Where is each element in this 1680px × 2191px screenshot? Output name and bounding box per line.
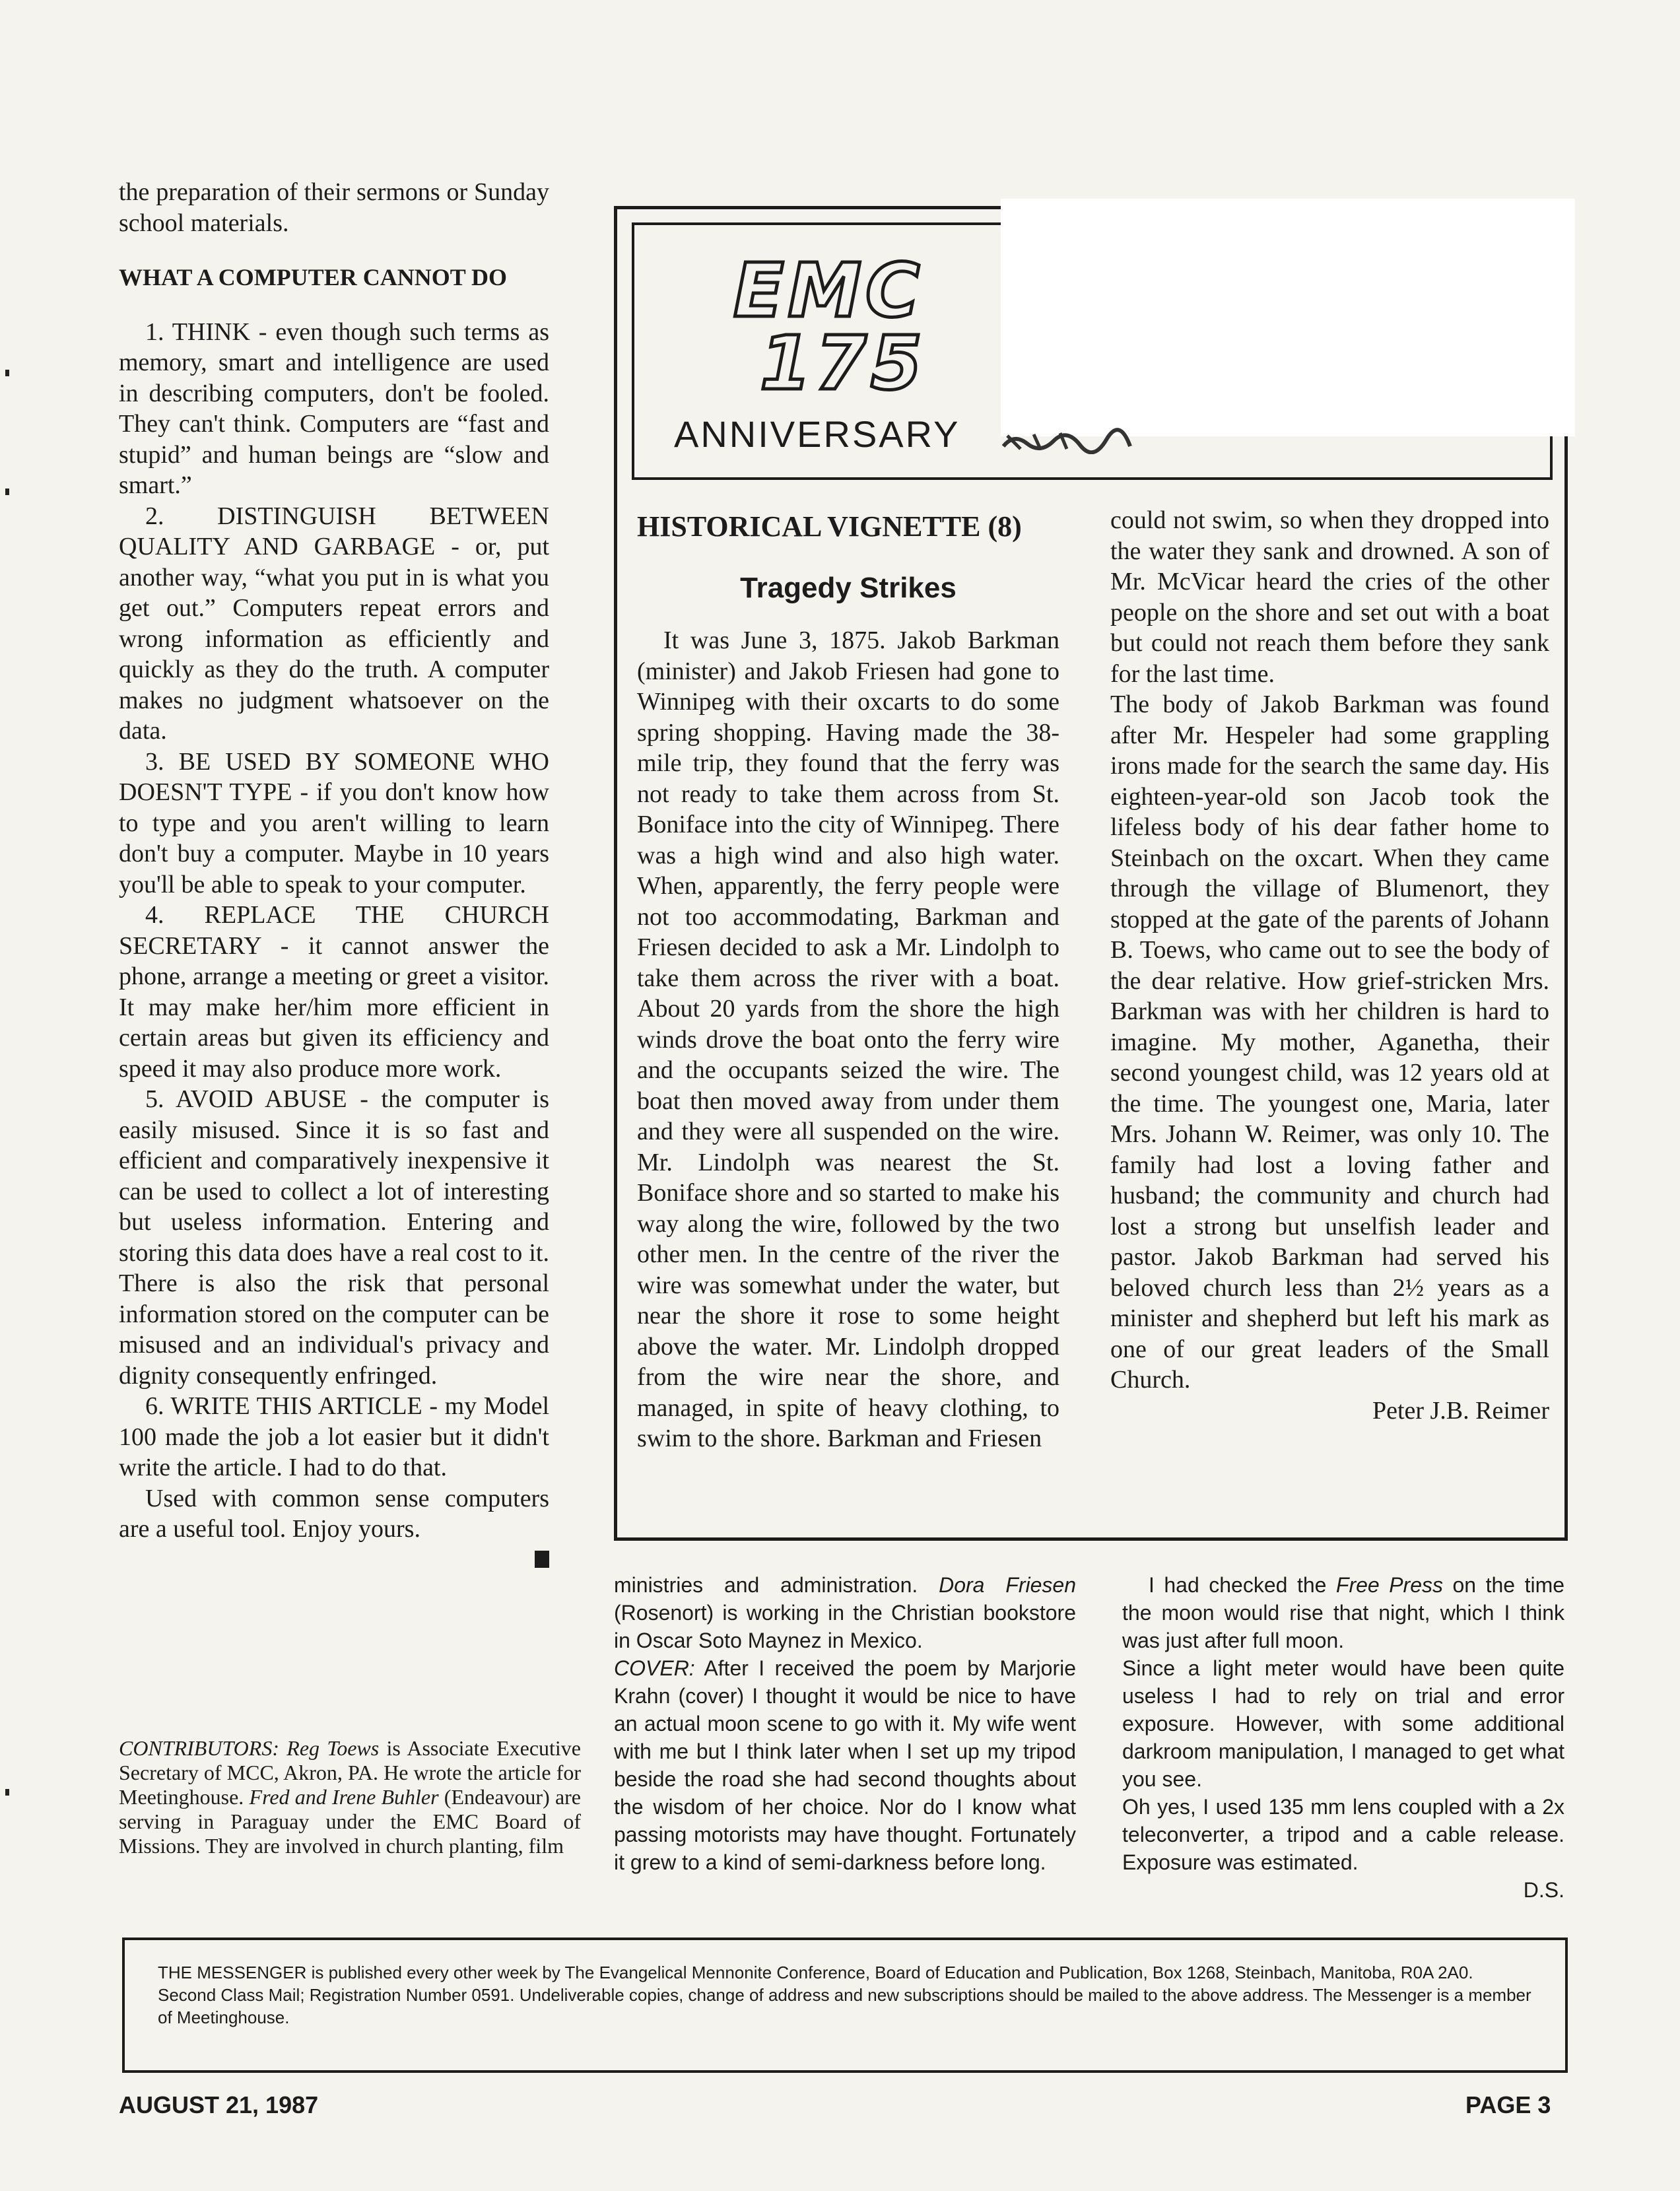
footer-page-number: PAGE 3 [1465,2091,1551,2118]
contributors-cont-text: ministries and administration. [614,1573,939,1597]
banner-175-title: 175 [760,321,926,407]
vignette-col2-para-2: The body of Jakob Barkman was found after Mr. Hespeler had some grappling irons made for the search the same day. His eighteen-year-old son Jacob took the lifeless body of his dear father home to Steinbach on the oxcart. When they came through the village of Blumenort, they stopped at the gate of the parents of Johann B. Toews, who came out to see the body of the dear relative. How grief-stricken Mrs. Barkman was with her children is hard to imagine. My mother, Aganetha, their second youngest child, was 12 years old at the time. The youngest one, Maria, later Mrs. Johann W. Reimer, was only 10. The family had lost a loving father and husband; the community and church had lost a strong but unselfish leader and pastor. Jakob Barkman had served his beloved church less than 2½ years as a minister and shepherd but left his mark as one of our great leaders of the Small Church. [1110,691,1549,1394]
publication-notice-text: THE MESSENGER is published every other week by The Evangelical Mennonite Conference, Board of Education and Publication, Box 1268, Steinbach, Manitoba, R0A 2A0. Second Class Mail; Registration Number 0591. Undeliverable copies, change of address and new subscriptions should be mailed to the above address. The Messenger is a member of Meetinghouse. [158,1963,1531,2027]
article-item-3: 3. BE USED BY SOMEONE WHO DOESN'T TYPE - if you don't know how to type and you aren't willing to learn don't buy a computer. Maybe in 10 years you'll be able to speak to your computer. [119,747,549,898]
vignette-heading: HISTORICAL VIGNETTE (8) [637,510,1022,543]
contributor-text-3: (Rosenort) is working in the Christian bookstore in Oscar Soto Maynez in Mexico. [614,1601,1076,1652]
contributor-name-3: Dora Friesen [939,1573,1077,1597]
article-item-1: 1. THINK - even though such terms as memory, smart and intelligence are used in describing computers, don't be fooled. They can't think. Computers are “fast and stupid” and human beings are “slow and smart.” [119,318,549,499]
scan-edge-mark [5,370,9,376]
cover-p2-newspaper: Free Press [1335,1573,1444,1597]
cover-p2-after: on the time the moon would rise that night, which I think was just after full moon. [1122,1573,1565,1652]
banner-anniversary-title: ANNIVERSARY [674,413,960,455]
scan-edge-mark [5,1789,9,1796]
cover-note-signature: D.S. [1523,1878,1564,1902]
scan-edge-mark [5,489,9,495]
article-intro: the preparation of their sermons or Sunday school materials. [119,178,549,237]
footer-date: AUGUST 21, 1987 [119,2091,319,2118]
cover-note-para-3: Since a light meter would have been quite useless I had to rely on trial and error exposure. However, with some additional darkroom manipulation, I managed to get what you see. [1122,1656,1564,1791]
contributor-name-1: Reg Toews [286,1736,380,1760]
end-of-article-mark [119,1545,549,1576]
cover-label: COVER: [614,1656,695,1680]
cover-note-column-2 [1122,1571,1564,1904]
vignette-byline: Peter J.B. Reimer [1372,1396,1549,1425]
article-item-4: 4. REPLACE THE CHURCH SECRETARY - it cannot answer the phone, arrange a meeting or greet a visitor. It may make her/him more efficient in certain areas but given its efficiency and speed it may also produce more work. [119,901,549,1083]
vignette-column-1 [637,625,1059,1454]
contributor-text-1: is Associate Executive Secretary of MCC, Akron, PA. He wrote the article for Meetinghouse. [119,1736,581,1809]
cover-note-para-4: Oh yes, I used 135 mm lens coupled with a 2x teleconverter, a tripod and a cable release. Exposure was estimated. [1122,1795,1564,1874]
vignette-column-2 [1110,505,1549,1426]
article-item-6: 6. WRITE THIS ARTICLE - my Model 100 made the job a lot easier but it didn't write the article. I had to do that. [119,1392,549,1481]
cover-text: After I received the poem by Marjorie Krahn (cover) I thought it would be nice to have an actual moon scene to go with it. My wife went with me but I think later when I set up my tripod beside the road she had second thoughts about the wisdom of her choice. Nor do I know what passing motorists may have thought. Fortunately it grew to a kind of semi-darkness before long. [614,1656,1076,1874]
vignette-col1-text: It was June 3, 1875. Jakob Barkman (minister) and Jakob Friesen had gone to Winnipeg with their oxcarts to do some spring shopping. Having made the 38-mile trip, they found that the ferry was not ready to take them across from St. Boniface into the city of Winnipeg. There was a high wind and also high water. When, apparently, the ferry people were not too accommodating, Barkman and Friesen decided to ask a Mr. Lindolph to take them across the river with a boat. About 20 yards from the shore the high winds drove the boat onto the ferry wire and the occupants seized the wire. The boat then moved away from under them and they were all suspended on the wire. Mr. Lindolph was nearest the St. Boniface shore and so started to make his way along the wire, followed by the two other men. In the centre of the river the wire was somewhat under the water, but near the shore it rose to some height above the water. Mr. Lindolph dropped from the wire near the shore, and managed, in spite of heavy clothing, to swim to the shore. Barkman and Friesen [637,626,1059,1452]
vignette-col2-para-1: could not swim, so when they dropped into the water they sank and drowned. A son of Mr. McVicar heard the cries of the other people on the shore and set out with a boat but could not reach them before they sank for the last time. [1110,506,1549,688]
emc-anniversary-banner [632,222,1553,480]
banner-whiteout-area [1001,199,1575,436]
historical-vignette-box [614,206,1568,1541]
contributors-note [119,1736,581,1858]
article-item-5: 5. AVOID ABUSE - the computer is easily misused. Since it is so fast and efficient and comparatively inexpensive it can be used to collect a lot of interesting but useless information. Entering and storing this data does have a real cost to it. There is also the risk that personal information stored on the computer can be misused and an individual's privacy and dignity consequently enfringed. [119,1085,549,1390]
cover-note-para-1 [614,1654,1076,1876]
cover-p2-before: I had checked the [1149,1573,1336,1597]
article-closing: Used with common sense computers are a useful tool. Enjoy yours. [119,1484,549,1543]
contributors-continued [614,1571,1076,1654]
computer-article-column [119,177,549,1575]
cover-note-column-1 [614,1571,1076,1876]
contributor-name-2: Fred and Irene Buhler [249,1785,439,1809]
contributor-text-2: (Endeavour) are serving in Paraguay under the EMC Board of Missions. They are involved in church planting, film [119,1785,582,1858]
vignette-subheading: Tragedy Strikes [740,572,957,604]
banner-smudge-graphic [1001,426,1133,454]
contributors-label: CONTRIBUTORS: [119,1736,279,1760]
cover-note-para-2 [1122,1571,1564,1654]
article-item-2: 2. DISTINGUISH BETWEEN QUALITY AND GARBAGE - or, put another way, “what you put in is what you get out.” Computers repeat errors and wrong information as efficiently and quickly as they do the truth. A computer makes no judgment whatsoever on the data. [119,502,549,745]
article-heading: WHAT A COMPUTER CANNOT DO [119,264,508,290]
publication-notice-box [122,1938,1568,2073]
banner-emc-title: EMC [733,248,924,334]
